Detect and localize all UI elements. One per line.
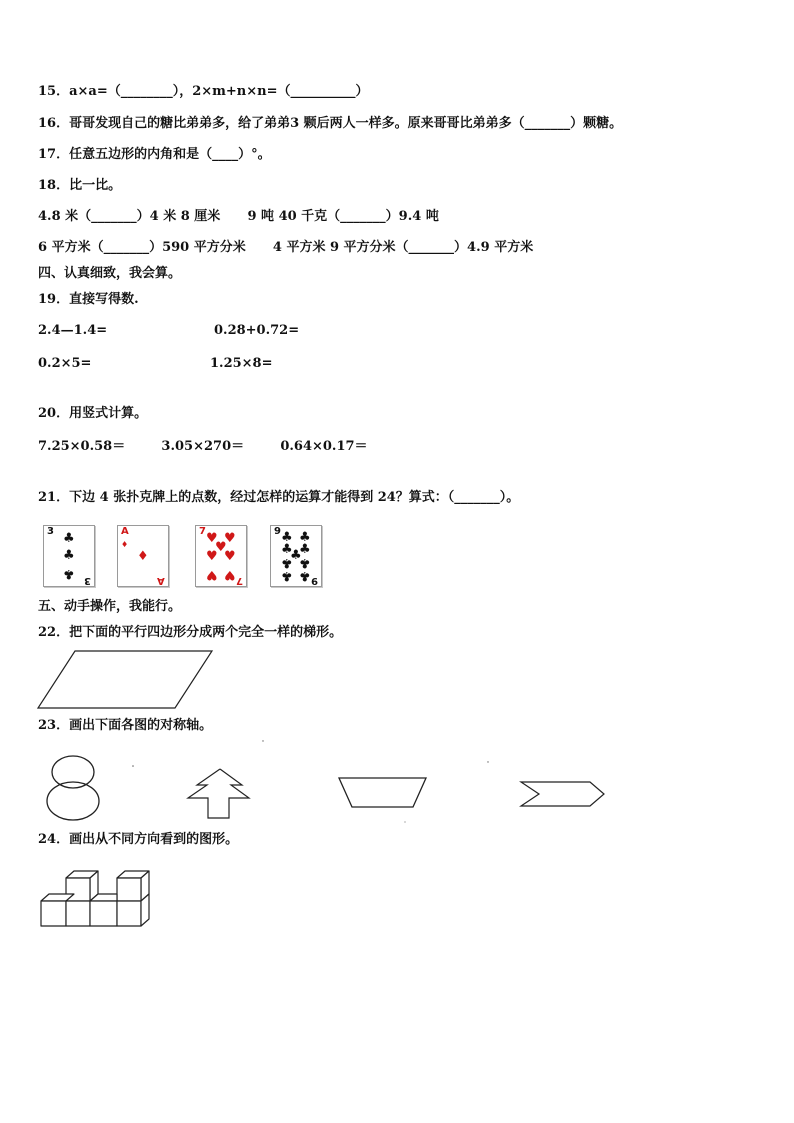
question-19-d: 1.25×8= [210, 356, 273, 371]
heart-icon: ♥ [206, 549, 218, 564]
card-rank-inverted: 7 [236, 575, 243, 586]
question-19-c: 0.2×5= [38, 356, 92, 371]
card-rank-inverted: 3 [84, 575, 91, 586]
diamond-icon: ♦ [137, 549, 149, 564]
club-icon: ♣ [290, 548, 302, 563]
question-19-a: 2.4—1.4= [38, 323, 108, 338]
club-icon: ♣ [299, 568, 311, 583]
question-19: 19．直接写得数. [38, 292, 139, 307]
card-rank-inverted: 9 [311, 575, 318, 586]
question-20-row: 7.25×0.58＝ 3.05×270＝ 0.64×0.17＝ [38, 439, 368, 454]
heart-icon: ♥ [224, 531, 236, 546]
club-icon: ♣ [63, 531, 75, 546]
club-icon: ♣ [281, 530, 293, 545]
club-icon: ♣ [281, 568, 293, 583]
question-23: 23．画出下面各图的对称轴。 [38, 718, 213, 733]
question-16: 16．哥哥发现自己的糖比弟弟多，给了弟弟3 颗后两人一样多。原来哥哥比弟弟多（_______）颗糖。 [38, 116, 623, 131]
club-icon: ♣ [299, 555, 311, 570]
question-18: 18．比一比。 [38, 178, 122, 193]
club-icon: ♣ [63, 548, 75, 563]
club-icon: ♣ [63, 566, 75, 581]
card-rank: 9 [274, 526, 281, 537]
club-icon: ♣ [281, 542, 293, 557]
club-icon: ♣ [299, 542, 311, 557]
diamond-small-icon: ♦ [121, 540, 129, 549]
heart-icon: ♥ [206, 531, 218, 546]
question-15: 15．a×a=（________），2×m+n×n=（__________） [38, 84, 369, 99]
heart-icon: ♥ [215, 540, 227, 555]
club-icon: ♣ [299, 530, 311, 545]
card-rank: 7 [199, 526, 206, 537]
section-5-heading: 五、动手操作，我能行。 [38, 599, 182, 614]
card-rank: A [121, 526, 129, 537]
question-18-row-2: 6 平方米（_______）590 平方分米 4 平方米 9 平方分米（_______）4.9 平方米 [38, 240, 534, 255]
question-24: 24．画出从不同方向看到的图形。 [38, 832, 239, 847]
heart-icon: ♥ [224, 567, 236, 582]
heart-icon: ♥ [206, 567, 218, 582]
card-rank-inverted: A [157, 575, 165, 586]
question-21: 21．下边 4 张扑克牌上的点数，经过怎样的运算才能得到 24？算式：（_______）。 [38, 490, 520, 505]
heart-icon: ♥ [224, 549, 236, 564]
section-4-heading: 四、认真细致，我会算。 [38, 266, 182, 281]
question-18-row-1: 4.8 米（_______）4 米 8 厘米 9 吨 40 千克（_______）9.4 吨 [38, 209, 439, 224]
club-icon: ♣ [281, 555, 293, 570]
question-17: 17．任意五边形的内角和是（____）°。 [38, 147, 271, 162]
question-22: 22．把下面的平行四边形分成两个完全一样的梯形。 [38, 625, 343, 640]
card-rank: 3 [47, 526, 54, 537]
question-20: 20．用竖式计算。 [38, 406, 148, 421]
question-19-b: 0.28+0.72= [214, 323, 300, 338]
